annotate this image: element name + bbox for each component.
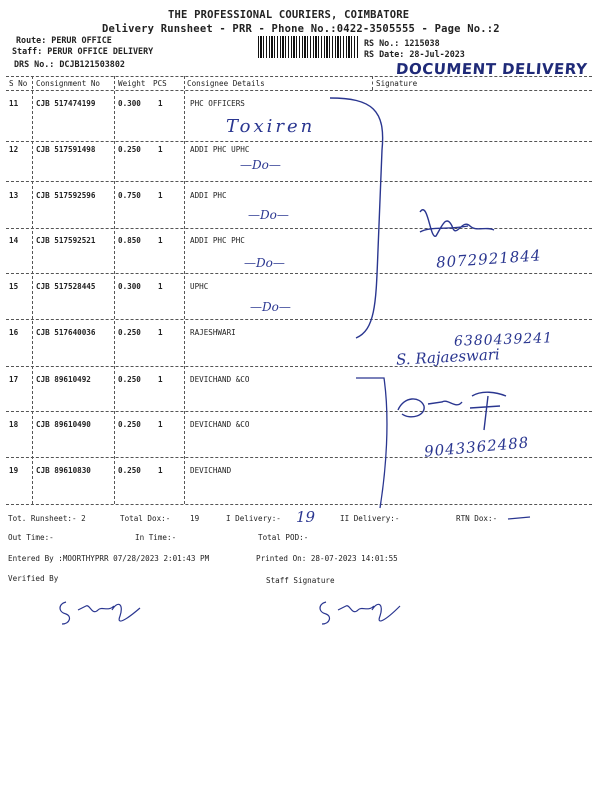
ink-signature-1 — [420, 210, 494, 237]
row-weight: 0.250 — [118, 328, 141, 337]
row-consignment: CJB 517592521 — [36, 236, 96, 245]
row-consignee: ADDI PHC PHC — [190, 236, 245, 245]
row-consignee: DEVICHAND &CO — [190, 420, 250, 429]
ink-signature-2 — [398, 392, 506, 430]
row-weight: 0.250 — [118, 420, 141, 429]
row-consignee: PHC OFFICERS — [190, 99, 245, 108]
ink-verifier-signature — [60, 602, 140, 624]
row-sno: 18 — [9, 420, 19, 429]
row-sno: 14 — [9, 236, 19, 245]
printed-on: Printed On: 28-07-2023 14:01:55 — [256, 554, 398, 563]
row-pcs: 1 — [158, 375, 163, 384]
row-weight: 0.850 — [118, 236, 141, 245]
row-handwriting: —Do— — [240, 158, 281, 172]
col-header-sno: S No — [9, 79, 28, 88]
out-time-label: Out Time:- — [8, 533, 54, 542]
staff-text: Staff: PERUR OFFICE DELIVERY — [12, 46, 154, 56]
row-weight: 0.300 — [118, 99, 141, 108]
row-pcs: 1 — [158, 145, 163, 154]
row-consignee: DEVICHAND &CO — [190, 375, 250, 384]
row-consignment: CJB 517640036 — [36, 328, 96, 337]
verified-by-label: Verified By — [8, 574, 59, 583]
row-consignee: ADDI PHC — [190, 191, 227, 200]
row-pcs: 1 — [158, 420, 163, 429]
total-dox-label: Total Dox:- — [120, 514, 171, 523]
row-consignment: CJB 89610830 — [36, 466, 91, 475]
row-consignment: CJB 517591498 — [36, 145, 96, 154]
row-weight: 0.750 — [118, 191, 141, 200]
row-sno: 16 — [9, 328, 19, 337]
row-weight: 0.300 — [118, 282, 141, 291]
signature-note-name-2: S. Rajaeswari — [395, 345, 501, 369]
total-runsheet: Tot. Runsheet:- 2 — [8, 514, 86, 523]
in-time-label: In Time:- — [135, 533, 177, 542]
row-consignment: CJB 89610492 — [36, 375, 91, 384]
drs-number: DRS No.: DCJB121503802 — [14, 59, 125, 69]
ink-rtn-dash — [508, 517, 530, 519]
row-weight: 0.250 — [118, 466, 141, 475]
col-header-consignment: Consignment No — [36, 79, 101, 88]
row-consignment: CJB 89610490 — [36, 420, 91, 429]
rs-number: RS No.: 1215038 — [364, 38, 440, 48]
row-pcs: 1 — [158, 282, 163, 291]
row-pcs: 1 — [158, 99, 163, 108]
ink-staff-signature — [320, 602, 400, 624]
rtn-dox-label: RTN Dox:- — [456, 514, 498, 523]
staff-signature-label: Staff Signature — [266, 576, 335, 585]
signature-note-phone-2: 6380439241 — [453, 330, 554, 350]
col-header-weight: Weight — [118, 79, 146, 88]
i-delivery-label: I Delivery:- — [226, 514, 281, 523]
document-delivery-stamp: DOCUMENT DELIVERY — [395, 60, 588, 78]
row-handwriting: —Do— — [250, 300, 291, 314]
rs-date: RS Date: 28-Jul-2023 — [364, 49, 465, 59]
col-header-consignee: Consignee Details — [187, 79, 265, 88]
row-pcs: 1 — [158, 236, 163, 245]
row-weight: 0.250 — [118, 145, 141, 154]
row-sno: 19 — [9, 466, 19, 475]
row-pcs: 1 — [158, 466, 163, 475]
row-pcs: 1 — [158, 191, 163, 200]
row-pcs: 1 — [158, 328, 163, 337]
row-consignee: ADDI PHC UPHC — [190, 145, 250, 154]
route-text: Route: PERUR OFFICE — [16, 35, 112, 45]
runsheet-line: Delivery Runsheet - PRR - Phone No.:0422-3505555 - Page No.:2 — [102, 23, 500, 35]
row-sno: 17 — [9, 375, 19, 384]
i-delivery-value: 19 — [296, 508, 316, 526]
row-consignee: DEVICHAND — [190, 466, 232, 475]
total-dox-value: 19 — [190, 514, 200, 523]
row-consignment: CJB 517474199 — [36, 99, 96, 108]
row-sno: 12 — [9, 145, 19, 154]
row-handwriting: —Do— — [248, 208, 289, 222]
row-sno: 15 — [9, 282, 19, 291]
col-header-signature: Signature — [376, 79, 418, 88]
ii-delivery-label: II Delivery:- — [340, 514, 400, 523]
row-weight: 0.250 — [118, 375, 141, 384]
company-title: THE PROFESSIONAL COURIERS, COIMBATORE — [168, 9, 410, 21]
row-handwriting: Toxiren — [226, 116, 316, 137]
row-consignee: RAJESHWARI — [190, 328, 236, 337]
ink-brace-top — [330, 98, 383, 338]
row-sno: 11 — [9, 99, 19, 108]
row-handwriting: —Do— — [244, 256, 285, 270]
row-consignment: CJB 517592596 — [36, 191, 96, 200]
total-pod-label: Total POD:- — [258, 533, 309, 542]
signature-note-phone-1: 8072921844 — [435, 246, 542, 272]
ink-brace-bottom — [356, 378, 387, 508]
row-consignment: CJB 517528445 — [36, 282, 96, 291]
row-sno: 13 — [9, 191, 19, 200]
entered-by: Entered By :MOORTHYPRR 07/28/2023 2:01:43 PM — [8, 554, 210, 563]
col-header-pcs: PCS — [153, 79, 167, 88]
signature-note-phone-3: 9043362488 — [423, 433, 531, 461]
row-consignee: UPHC — [190, 282, 209, 291]
